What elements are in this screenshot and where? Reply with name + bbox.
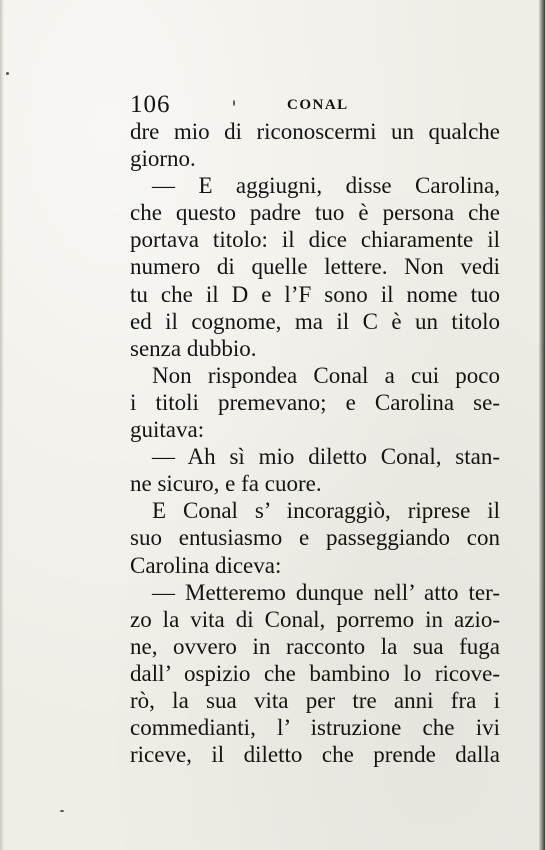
text-line: Carolina diceva: bbox=[130, 552, 282, 578]
text-line: numero di quelle lettere. Non vedi bbox=[130, 254, 500, 280]
text-line: rò, la sua vita per tre anni fra i bbox=[130, 687, 500, 713]
text-line: — E aggiugni, disse Carolina, bbox=[152, 173, 500, 199]
text-line: che questo padre tuo è persona che bbox=[130, 200, 500, 226]
text-line: riceve, il diletto che prende dalla bbox=[130, 742, 500, 768]
page-number: 106 bbox=[130, 91, 171, 118]
text-line: suo entusiasmo e passeggiando con bbox=[130, 525, 500, 551]
paper-speck bbox=[60, 810, 64, 812]
text-line: ed il cognome, ma il C è un titolo bbox=[130, 308, 500, 334]
paper-speck bbox=[6, 72, 9, 75]
text-line: zo la vita di Conal, porremo in azio- bbox=[130, 606, 500, 632]
text-line: dre mio di riconoscermi un qualche bbox=[130, 119, 500, 144]
text-line: Non rispondea Conal a cui poco bbox=[152, 362, 500, 388]
text-line: E Conal s’ incoraggiò, riprese il bbox=[152, 498, 500, 524]
page-left-edge-shadow bbox=[0, 0, 4, 850]
page-right-edge-shadow bbox=[539, 0, 545, 850]
text-line: guitava: bbox=[130, 417, 205, 443]
page-header bbox=[130, 92, 500, 118]
text-line: giorno. bbox=[130, 146, 196, 172]
text-line: tu che il D e l’F sono il nome tuo bbox=[130, 281, 500, 307]
body-text bbox=[130, 118, 500, 768]
text-line: portava titolo: il dice chiaramente il bbox=[130, 227, 500, 253]
paper-speck bbox=[233, 100, 235, 106]
running-head: CONAL bbox=[287, 97, 349, 113]
text-line: ne sicuro, e fa cuore. bbox=[130, 471, 322, 497]
text-line: dall’ ospizio che bambino lo ricove- bbox=[130, 660, 500, 686]
text-line: senza dubbio. bbox=[130, 335, 257, 361]
text-line: i titoli premevano; e Carolina se- bbox=[130, 389, 500, 415]
text-line: ne, ovvero in racconto la sua fuga bbox=[130, 633, 500, 659]
text-line: — Ah sì mio diletto Conal, stan- bbox=[152, 444, 500, 470]
text-line: — Metteremo dunque nell’ atto ter- bbox=[152, 579, 500, 605]
text-line: commedianti, l’ istruzione che ivi bbox=[130, 715, 500, 741]
